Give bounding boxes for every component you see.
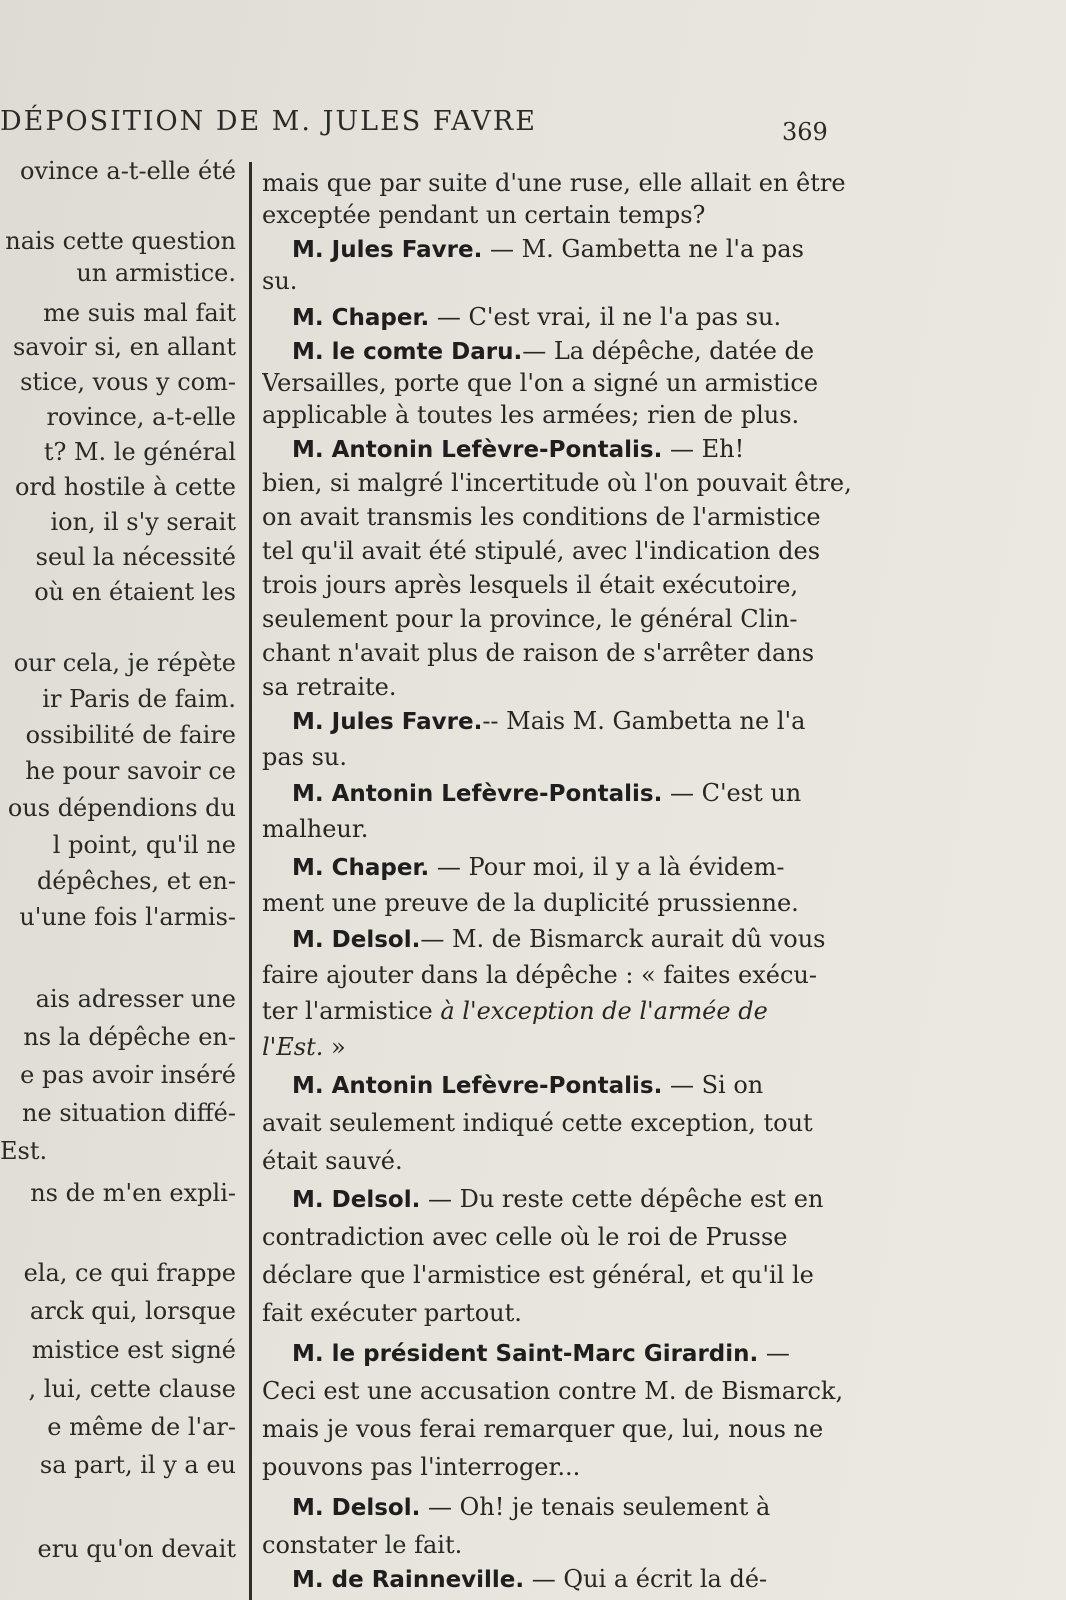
left-column-line: ir Paris de faim. — [42, 685, 236, 713]
left-column-line: arck qui, lorsque — [29, 1297, 236, 1325]
speaker-turn — [262, 1070, 877, 1101]
text-line — [262, 1032, 877, 1062]
speaker-turn — [262, 852, 877, 883]
speaker-name: M. Chaper. — [292, 855, 430, 881]
left-column-line: dépêches, et en- — [36, 867, 236, 895]
speaker-name: M. Delsol. — [292, 1187, 421, 1213]
left-column-line: our cela, je répète — [13, 649, 236, 677]
text-line: Versailles, porte que l'on a signé un armistice — [262, 369, 819, 397]
speaker-name: M. Jules Favre. — [292, 237, 483, 263]
speaker-turn — [262, 1338, 877, 1369]
right-column — [262, 160, 877, 1600]
speech-text: — La dépêche, datée de — [522, 337, 815, 365]
speech-text: — Du reste cette dépêche est en — [420, 1185, 824, 1213]
left-column-line: eru qu'on devait — [37, 1535, 236, 1563]
speech-text: — — [758, 1339, 790, 1367]
left-column-line: savoir si, en allant — [12, 333, 236, 361]
left-column-line: un armistice. — [76, 259, 236, 287]
text-line: ment une preuve de la duplicité prussienne. — [262, 889, 799, 917]
left-column-line: , lui, cette clause — [28, 1375, 236, 1403]
speaker-name: M. le comte Daru. — [292, 339, 523, 365]
italic-text: à l'exception de l'armée de — [440, 997, 768, 1025]
left-column-line: e pas avoir inséré — [20, 1061, 236, 1089]
text-line: seulement pour la province, le général Clin- — [262, 605, 798, 633]
speech-text: — Qui a écrit la dé- — [524, 1565, 768, 1593]
page-number: 369 — [782, 118, 828, 146]
text-line: déclare que l'armistice est général, et qu'il le — [262, 1261, 814, 1289]
left-column-line: ion, il s'y serait — [50, 508, 236, 536]
text-line: on avait transmis les conditions de l'armistice — [262, 503, 821, 531]
speech-text: — Pour moi, il y a là évidem- — [429, 853, 785, 881]
speaker-turn — [262, 234, 877, 265]
text-line: pouvons pas l'interroger... — [262, 1453, 581, 1481]
text-line: avait seulement indiqué cette exception, tout — [262, 1109, 813, 1137]
text-line: contradiction avec celle où le roi de Prusse — [262, 1223, 788, 1251]
speech-text: — Oh! je tenais seulement à — [420, 1493, 771, 1521]
text-line: su. — [262, 267, 298, 295]
left-column-line: nais cette question — [5, 227, 236, 255]
speech-text: — C'est un — [662, 779, 802, 807]
left-column-line: me suis mal fait — [43, 299, 236, 327]
column-divider — [249, 162, 252, 1600]
speaker-name: M. Delsol. — [292, 927, 421, 953]
left-column-line: l point, qu'il ne — [52, 831, 236, 859]
left-column-line: he pour savoir ce — [25, 757, 236, 785]
italic-text: l'Est. — [262, 1033, 324, 1061]
speaker-name: M. Chaper. — [292, 305, 430, 331]
left-column-line: où en étaient les — [34, 578, 236, 606]
speaker-turn — [262, 434, 877, 465]
speech-text: — Eh! — [662, 435, 745, 463]
speech-text: — C'est vrai, il ne l'a pas su. — [429, 303, 782, 331]
speech-text: -- Mais M. Gambetta ne l'a — [482, 707, 806, 735]
text-line: bien, si malgré l'incertitude où l'on pouvait être, — [262, 469, 852, 497]
text-line: mais que par suite d'une ruse, elle allait en être — [262, 169, 846, 197]
text-line: exceptée pendant un certain temps? — [262, 201, 706, 229]
left-column-line: sa part, il y a eu — [39, 1451, 236, 1479]
left-column-line: mistice est signé — [31, 1336, 236, 1364]
speaker-turn — [262, 336, 877, 367]
left-column-line: ous dépendions du — [7, 794, 236, 822]
speaker-name: M. Delsol. — [292, 1495, 421, 1521]
speaker-turn — [262, 924, 877, 955]
text-line: constater le fait. — [262, 1531, 463, 1559]
left-column-line: ord hostile à cette — [14, 473, 236, 501]
text-line: Ceci est une accusation contre M. de Bismarck, — [262, 1377, 844, 1405]
text-line: était sauvé. — [262, 1147, 403, 1175]
speaker-name: M. Antonin Lefèvre-Pontalis. — [292, 437, 663, 463]
left-column-line: ns la dépêche en- — [23, 1023, 236, 1051]
speech-text: — Si on — [662, 1071, 764, 1099]
text-line: faire ajouter dans la dépêche : « faites exécu- — [262, 961, 817, 989]
speaker-turn — [262, 1184, 877, 1215]
speech-text: — M. Gambetta ne l'a pas — [482, 235, 804, 263]
left-column — [0, 156, 236, 1600]
text-line — [262, 996, 877, 1026]
left-column-line: ais adresser une — [35, 985, 236, 1013]
page-header — [0, 96, 1066, 146]
speaker-name: M. le président Saint-Marc Girardin. — [292, 1341, 759, 1367]
speaker-turn — [262, 1564, 877, 1595]
text-line: tel qu'il avait été stipulé, avec l'indication des — [262, 537, 821, 565]
speaker-turn — [262, 1492, 877, 1523]
left-column-line: e même de l'ar- — [47, 1413, 236, 1441]
text-line: applicable à toutes les armées; rien de plus. — [262, 401, 800, 429]
text-fragment: ter l'armistice — [262, 997, 441, 1025]
speaker-name: M. de Rainneville. — [292, 1567, 525, 1593]
text-line: chant n'avait plus de raison de s'arrêter dans — [262, 639, 815, 667]
speaker-turn — [262, 706, 877, 737]
left-column-line: seul la nécessité — [35, 543, 236, 571]
left-column-line: u'une fois l'armis- — [19, 903, 236, 931]
text-line: mais je vous ferai remarquer que, lui, nous ne — [262, 1415, 824, 1443]
text-line: trois jours après lesquels il était exécutoire, — [262, 571, 799, 599]
left-column-line: stice, vous y com- — [20, 368, 236, 396]
speaker-name: M. Antonin Lefèvre-Pontalis. — [292, 781, 663, 807]
running-title: DÉPOSITION DE M. JULES FAVRE — [0, 106, 537, 137]
left-column-line: ovince a-t-elle été — [19, 157, 236, 185]
left-column-line: ela, ce qui frappe — [23, 1259, 236, 1287]
text-line: sa retraite. — [262, 673, 397, 701]
speaker-turn — [262, 302, 877, 333]
left-column-line: ossibilité de faire — [25, 721, 236, 749]
speaker-name: M. Antonin Lefèvre-Pontalis. — [292, 1073, 663, 1099]
speaker-turn — [262, 778, 877, 809]
text-line: pas su. — [262, 743, 348, 771]
left-column-line: ns de m'en expli- — [30, 1179, 236, 1207]
text-line: malheur. — [262, 815, 369, 843]
left-column-line: Est. — [0, 1137, 48, 1165]
left-column-line: rovince, a-t-elle — [46, 403, 236, 431]
left-column-line: t? M. le général — [43, 438, 236, 466]
text-line: fait exécuter partout. — [262, 1299, 522, 1327]
speaker-name: M. Jules Favre. — [292, 709, 483, 735]
speech-text: — M. de Bismarck aurait dû vous — [420, 925, 826, 953]
text-fragment: » — [323, 1033, 346, 1061]
left-column-line: ne situation diffé- — [22, 1099, 236, 1127]
